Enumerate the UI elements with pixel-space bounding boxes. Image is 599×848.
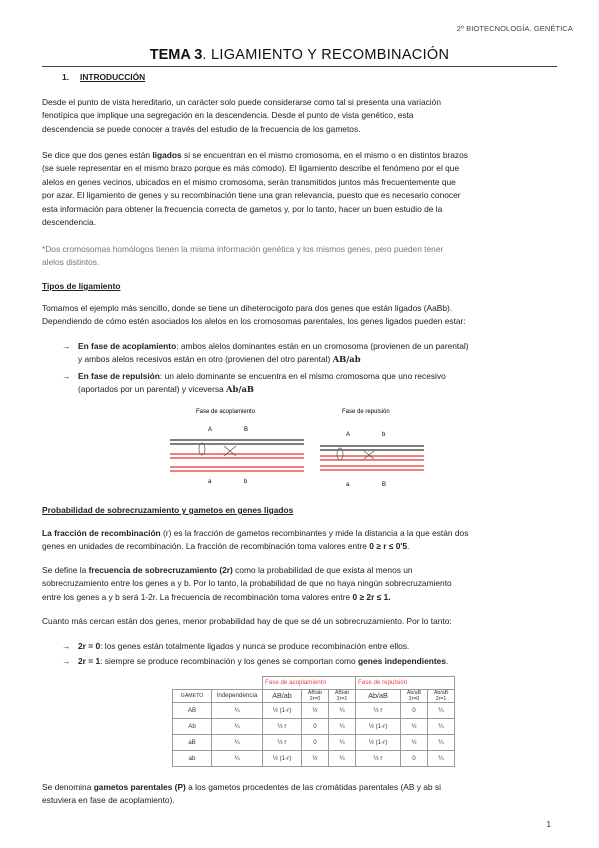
section-heading-introduccion bbox=[62, 71, 145, 84]
bullet-text bbox=[78, 640, 558, 653]
bullet-repulsion bbox=[62, 370, 558, 398]
diagram-label: Fase de acoplamiento bbox=[196, 409, 256, 415]
title-rest: . LIGAMIENTO Y RECOMBINACIÓN bbox=[202, 47, 450, 63]
ligados-line: por azar. El ligamiento de genes y su recombinación tiene una gran relevancia, puesto que es necesario conocer bbox=[42, 190, 461, 201]
bullet-text bbox=[78, 655, 558, 668]
running-header: 2º BIOTECNOLOGÍA. GENÉTICA bbox=[456, 24, 573, 33]
table-cell: ½ (1-r) bbox=[263, 703, 302, 719]
bullet-2r-0 bbox=[62, 640, 558, 654]
tipos-line: Tomamos el ejemplo más sencillo, donde se tiene un diheterocigoto para dos genes que están ligados (AaBb). bbox=[42, 303, 453, 313]
bold-term: En fase de repulsión bbox=[78, 371, 160, 381]
bullet-2r-1 bbox=[62, 655, 558, 669]
table-cell: ½ bbox=[401, 719, 428, 735]
table-cell: ¼ bbox=[329, 751, 356, 767]
text-run: y ambos alelos recesivos están en otro (provienen del otro parental) bbox=[78, 354, 333, 365]
table-cell: 0 bbox=[302, 735, 329, 751]
table-row bbox=[173, 735, 455, 751]
table-cell: ½ (1-r) bbox=[356, 719, 401, 735]
ligados-line: descendencia. bbox=[42, 217, 97, 228]
table-cell: ½ r bbox=[263, 735, 302, 751]
text-run: : los genes están totalmente ligados y nunca se produce recombinación entre ellos. bbox=[100, 641, 410, 651]
bullet-line bbox=[78, 383, 558, 396]
table-cell: ¼ bbox=[329, 735, 356, 751]
bullet-text bbox=[78, 340, 558, 367]
bold-term: gametos parentales (P) bbox=[93, 782, 186, 792]
parentales-paragraph bbox=[42, 781, 556, 808]
table-header-row bbox=[173, 690, 455, 703]
gamete-frequency-table bbox=[172, 676, 455, 767]
allele-label: A bbox=[346, 432, 351, 438]
text-run: Se dice que dos genes están bbox=[42, 150, 153, 160]
arrow-icon: → bbox=[62, 656, 71, 666]
table-cell: ¼ bbox=[428, 735, 455, 751]
column-header: Ab/aB 2r=0 bbox=[401, 690, 428, 703]
bold-term: 2r = 1 bbox=[78, 656, 101, 666]
bold-term: genes independientes bbox=[358, 656, 446, 666]
text-run: : siempre se produce recombinación y los genes se comportan como bbox=[100, 656, 359, 666]
text-run: : ambos alelos dominantes están en un cromosoma (provienen de un parental) bbox=[176, 341, 469, 351]
text-run: como la probabilidad de que exista al menos un bbox=[232, 565, 413, 575]
bold-term: frecuencia de sobrecruzamiento (2r) bbox=[88, 565, 233, 575]
bold-term: La fracción de recombinación bbox=[42, 528, 161, 538]
column-header: GAMETO bbox=[173, 690, 212, 703]
bullet-text bbox=[78, 370, 558, 397]
bullet-line bbox=[78, 340, 558, 353]
genotype-formula: AB/ab bbox=[332, 354, 361, 365]
title-rule bbox=[42, 66, 557, 67]
table-cell: 0 bbox=[401, 751, 428, 767]
bullet-acoplamiento bbox=[62, 340, 558, 368]
centromere bbox=[199, 443, 205, 455]
cercania-paragraph: Cuanto más cercan están dos genes, menor probabilidad hay de que se dé un sobrecruzamiento. Por lo tanto: bbox=[42, 616, 452, 626]
allele-label: b bbox=[244, 479, 248, 485]
text-run: : un alelo dominante se encuentra en el mismo cromosoma que uno recesivo bbox=[159, 371, 446, 381]
table-cell: ½ (1-r) bbox=[263, 751, 302, 767]
text-run: . bbox=[407, 541, 410, 552]
column-header: AB/ab bbox=[263, 690, 302, 703]
table-cell: ab bbox=[173, 751, 212, 767]
table-cell: aB bbox=[173, 735, 212, 751]
intro-line: fenotípica que implique una segregación en la descendencia. Desde el punto de vista genético, esta bbox=[42, 110, 414, 121]
intro-line: Desde el punto de vista hereditario, un carácter solo puede considerarse como tal si presenta una variación bbox=[42, 97, 441, 107]
para-line bbox=[42, 591, 556, 604]
table-row bbox=[173, 751, 455, 767]
bold-term: 2r = 0 bbox=[78, 641, 101, 651]
allele-label: b bbox=[382, 432, 386, 438]
ligados-line: esta información para obtener la frecuencia correcta de gametos y, por lo tanto, hacer un buen estudio de la bbox=[42, 203, 443, 214]
bold-term: En fase de acoplamiento bbox=[78, 341, 177, 351]
tipos-paragraph bbox=[42, 302, 556, 329]
bold-term: 0 ≥ 2r ≤ 1. bbox=[352, 591, 391, 602]
ligados-paragraph bbox=[42, 149, 556, 229]
diagram-repulsion bbox=[320, 409, 424, 488]
group-header-repulsion: Fase de repulsión bbox=[356, 677, 455, 690]
recombination-fraction-paragraph bbox=[42, 527, 556, 554]
bold-term: 0 ≥ r ≤ 0'5 bbox=[369, 541, 408, 552]
para-line bbox=[42, 540, 556, 553]
table-cell: ¼ bbox=[329, 703, 356, 719]
allele-label: a bbox=[346, 482, 350, 488]
page-number: 1 bbox=[546, 820, 551, 829]
subheading-probabilidad: Probabilidad de sobrecruzamiento y gametos en genes ligados bbox=[42, 505, 294, 515]
bullet-line bbox=[78, 370, 558, 383]
group-header-acoplamiento: Fase de acoplamiento bbox=[263, 677, 356, 690]
table-cell: ½ r bbox=[263, 719, 302, 735]
table-cell: ½ bbox=[401, 735, 428, 751]
diagram-label: Fase de repulsión bbox=[342, 409, 390, 415]
text-run: (aportados por un parental) y viceversa bbox=[78, 384, 227, 395]
table-cell: ¼ bbox=[212, 751, 263, 767]
text-run: Se define la bbox=[42, 565, 89, 575]
tipos-line: Dependiendo de cómo estén asociados los alelos en los cromosomas parentales, los genes ligados pueden estar: bbox=[42, 316, 466, 327]
table-row bbox=[173, 719, 455, 735]
note-paragraph bbox=[42, 243, 556, 270]
column-header: Ab/aB 2r=1 bbox=[428, 690, 455, 703]
table-cell-empty bbox=[212, 677, 263, 690]
title-bold: TEMA 3 bbox=[149, 47, 203, 63]
column-header: AB/ab 2r=1 bbox=[329, 690, 356, 703]
table-cell: ¼ bbox=[212, 735, 263, 751]
intro-paragraph bbox=[42, 96, 556, 136]
bold-term: ligados bbox=[152, 150, 182, 160]
allele-label: a bbox=[208, 479, 212, 485]
section-number: 1. bbox=[62, 72, 69, 82]
arrow-icon: → bbox=[62, 641, 71, 651]
table-cell: ½ r bbox=[356, 751, 401, 767]
para-line: sobrecruzamiento entre los genes a y b. Por lo tanto, la probabilidad de que no haya ningún sobrecruzamiento bbox=[42, 578, 452, 589]
table-cell: ¼ bbox=[212, 703, 263, 719]
page-title bbox=[0, 46, 599, 64]
table-cell-empty bbox=[173, 677, 212, 690]
table-cell: ¼ bbox=[428, 719, 455, 735]
table-cell: ¼ bbox=[428, 751, 455, 767]
table-cell: 0 bbox=[401, 703, 428, 719]
ligados-line-first bbox=[42, 149, 556, 162]
ligados-line: alelos en genes vecinos, ubicados en el mismo cromosoma, serán transmitidos juntos más frecuentemente que bbox=[42, 176, 456, 187]
table-group-header-row bbox=[173, 677, 455, 690]
table-cell: AB bbox=[173, 703, 212, 719]
table-row bbox=[173, 703, 455, 719]
text-run: . bbox=[446, 656, 449, 666]
text-run: a los gametos procedentes de las cromátidas parentales (AB y ab si bbox=[185, 782, 441, 792]
arrow-icon: → bbox=[62, 371, 71, 381]
para-line: estuviera en fase de acoplamiento). bbox=[42, 795, 175, 806]
intro-line: descendencia se puede conocer a través del estudio de la frecuencia de los gametos. bbox=[42, 123, 361, 134]
section-label: INTRODUCCIÓN bbox=[80, 72, 146, 82]
table-cell: ½ (1-r) bbox=[356, 735, 401, 751]
arrow-icon: → bbox=[62, 341, 71, 351]
text-run: Se denomina bbox=[42, 782, 94, 792]
subheading-tipos: Tipos de ligamiento bbox=[42, 281, 121, 291]
table-cell: ½ bbox=[302, 703, 329, 719]
column-header: Independencia bbox=[212, 690, 263, 703]
ligados-line: (se suele representar en el mismo brazo porque es más cómodo). El ligamiento describe el fenómeno por el que bbox=[42, 163, 460, 174]
column-header: Ab/aB bbox=[356, 690, 401, 703]
table-cell: ½ bbox=[302, 751, 329, 767]
note-line: alelos distintos. bbox=[42, 257, 100, 268]
note-line: *Dos cromosomas homólogos tienen la misma información genética y los mismos genes, pero pueden tener bbox=[42, 244, 444, 254]
allele-label: B bbox=[382, 482, 387, 488]
para-line bbox=[42, 527, 556, 540]
allele-label: A bbox=[208, 427, 213, 433]
table-cell: ¼ bbox=[428, 703, 455, 719]
table-cell: ¼ bbox=[329, 719, 356, 735]
text-run: si se encuentran en el mismo cromosoma, en el mismo o en distintos brazos bbox=[181, 150, 468, 160]
table-cell: 0 bbox=[302, 719, 329, 735]
text-run: entre los genes a y b será 1-2r. La frecuencia de recombinación toma valores entre bbox=[42, 591, 353, 602]
table-cell: Ab bbox=[173, 719, 212, 735]
column-header: AB/ab 2r=0 bbox=[302, 690, 329, 703]
diagram-acoplamiento bbox=[170, 409, 304, 485]
crossover-frequency-paragraph bbox=[42, 564, 556, 604]
para-line bbox=[42, 781, 556, 794]
bullet-line bbox=[78, 353, 558, 366]
table-cell: ½ r bbox=[356, 703, 401, 719]
text-run: (r) es la fracción de gametos recombinantes y mide la distancia a la que están dos bbox=[160, 528, 469, 538]
chromosome-diagrams bbox=[168, 404, 428, 494]
para-line bbox=[42, 564, 556, 577]
text-run: genes en unidades de recombinación. La fracción de recombinación toma valores entre bbox=[42, 541, 370, 552]
genotype-formula: Ab/aB bbox=[226, 384, 254, 395]
table-cell: ¼ bbox=[212, 719, 263, 735]
allele-label: B bbox=[244, 427, 249, 433]
